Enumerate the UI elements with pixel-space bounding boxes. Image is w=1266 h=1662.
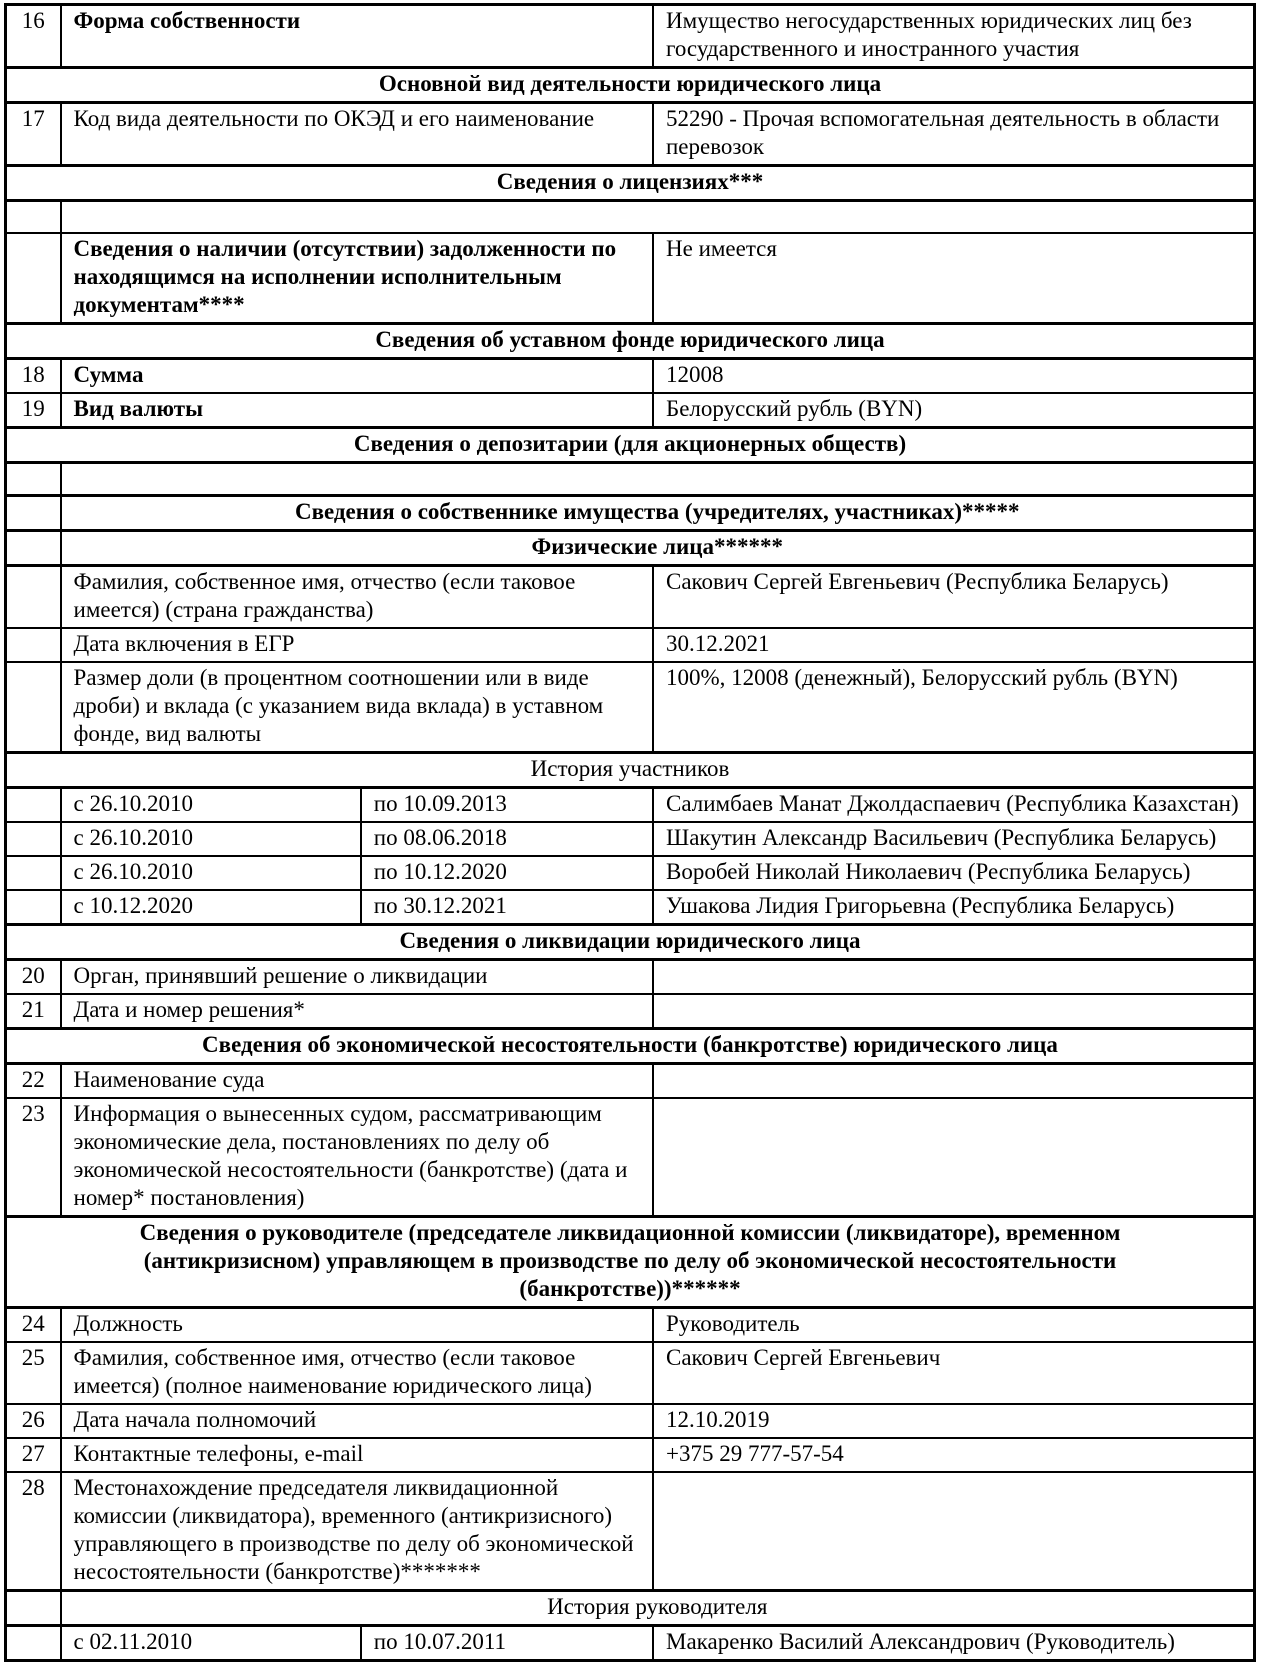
history-from-cell: с 26.10.2010 xyxy=(61,856,361,890)
row-number-cell: 17 xyxy=(6,103,61,166)
history-row xyxy=(6,856,1255,890)
section-header: Сведения о лицензиях*** xyxy=(6,166,1255,201)
section-header: Сведения о собственнике имущества (учредителях, участниках)***** xyxy=(61,496,1255,531)
section-header-row xyxy=(6,68,1255,103)
row-number-cell: 16 xyxy=(6,5,61,68)
value-cell: Ушакова Лидия Григорьевна (Республика Беларусь) xyxy=(653,890,1255,925)
row-number-cell: 24 xyxy=(6,1308,61,1343)
value-cell: Белорусский рубль (BYN) xyxy=(653,393,1255,428)
label-cell: Фамилия, собственное имя, отчество (если таковое имеется) (полное наименование юридического лица) xyxy=(61,1342,653,1404)
row-number-cell: 18 xyxy=(6,359,61,394)
row-number-cell xyxy=(6,890,61,925)
value-cell: Макаренко Василий Александрович (Руководитель) xyxy=(653,1626,1255,1661)
label-cell: Должность xyxy=(61,1308,653,1343)
table-row xyxy=(6,1308,1255,1343)
table-row xyxy=(6,960,1255,995)
value-cell: Шакутин Александр Васильевич (Республика Беларусь) xyxy=(653,822,1255,856)
value-cell xyxy=(653,1472,1255,1591)
row-number-cell xyxy=(6,822,61,856)
history-row xyxy=(6,822,1255,856)
label-cell: Вид валюты xyxy=(61,393,653,428)
value-cell: Воробей Николай Николаевич (Республика Беларусь) xyxy=(653,856,1255,890)
label-cell: Сумма xyxy=(61,359,653,394)
value-cell: Салимбаев Манат Джолдаспаевич (Республика Казахстан) xyxy=(653,788,1255,823)
row-number-cell: 28 xyxy=(6,1472,61,1591)
table-row xyxy=(6,5,1255,68)
table-row xyxy=(6,393,1255,428)
empty-cell xyxy=(61,201,1255,234)
label-cell: Дата и номер решения* xyxy=(61,994,653,1029)
table-row xyxy=(6,662,1255,753)
history-row xyxy=(6,788,1255,823)
history-to-cell: по 30.12.2021 xyxy=(361,890,653,925)
label-cell: Наименование суда xyxy=(61,1064,653,1099)
value-cell: Имущество негосударственных юридических лиц без государственного и иностранного участия xyxy=(653,5,1255,68)
value-cell xyxy=(653,1064,1255,1099)
table-row xyxy=(6,1472,1255,1591)
row-number-cell xyxy=(6,1591,61,1626)
row-number-cell xyxy=(6,628,61,662)
history-to-cell: по 10.09.2013 xyxy=(361,788,653,823)
history-to-cell: по 10.07.2011 xyxy=(361,1626,653,1661)
section-header-row xyxy=(6,1217,1255,1308)
label-cell: Орган, принявший решение о ликвидации xyxy=(61,960,653,995)
section-header: История участников xyxy=(6,753,1255,788)
table-row xyxy=(6,233,1255,324)
value-cell xyxy=(653,994,1255,1029)
section-header-row xyxy=(6,166,1255,201)
section-header: Основной вид деятельности юридического лица xyxy=(6,68,1255,103)
section-header-row xyxy=(6,531,1255,566)
section-header: Сведения об экономической несостоятельности (банкротстве) юридического лица xyxy=(6,1029,1255,1064)
label-cell: Фамилия, собственное имя, отчество (если таковое имеется) (страна гражданства) xyxy=(61,566,653,629)
value-cell: 30.12.2021 xyxy=(653,628,1255,662)
value-cell: Не имеется xyxy=(653,233,1255,324)
label-cell: Информация о вынесенных судом, рассматривающим экономические дела, постановлениях по делу об экономической несостоятельности (банкротстве) (дата и номер* постановления) xyxy=(61,1098,653,1217)
table-row xyxy=(6,1064,1255,1099)
section-header-row xyxy=(6,925,1255,960)
history-to-cell: по 08.06.2018 xyxy=(361,822,653,856)
history-from-cell: с 10.12.2020 xyxy=(61,890,361,925)
table-row xyxy=(6,1438,1255,1472)
table-row xyxy=(6,1342,1255,1404)
label-cell: Местонахождение председателя ликвидационной комиссии (ликвидатора), временного (антикризисного) управляющего в производстве по делу об экономической несостоятельности (банкротстве)******* xyxy=(61,1472,653,1591)
value-cell: Руководитель xyxy=(653,1308,1255,1343)
history-row xyxy=(6,1626,1255,1661)
row-number-cell: 26 xyxy=(6,1404,61,1438)
row-number-cell: 23 xyxy=(6,1098,61,1217)
label-cell: Дата начала полномочий xyxy=(61,1404,653,1438)
label-cell: Контактные телефоны, e-mail xyxy=(61,1438,653,1472)
row-number-cell xyxy=(6,496,61,531)
section-header-row xyxy=(6,428,1255,463)
table-row xyxy=(6,103,1255,166)
section-header: Сведения о ликвидации юридического лица xyxy=(6,925,1255,960)
value-cell: 52290 - Прочая вспомогательная деятельность в области перевозок xyxy=(653,103,1255,166)
table-row xyxy=(6,1404,1255,1438)
history-row xyxy=(6,890,1255,925)
row-number-cell xyxy=(6,856,61,890)
row-number-cell xyxy=(6,662,61,753)
section-header: Сведения о руководителе (председателе ликвидационной комиссии (ликвидаторе), временном (антикризисном) управляющем в производстве по делу об экономической несостоятельности (банкротстве))****** xyxy=(6,1217,1255,1308)
row-number-cell: 20 xyxy=(6,960,61,995)
section-header: Сведения об уставном фонде юридического лица xyxy=(6,324,1255,359)
section-header-row xyxy=(6,1591,1255,1626)
value-cell xyxy=(653,960,1255,995)
table-row xyxy=(6,994,1255,1029)
section-header: Физические лица****** xyxy=(61,531,1255,566)
row-number-cell xyxy=(6,788,61,823)
value-cell: +375 29 777-57-54 xyxy=(653,1438,1255,1472)
section-header-row xyxy=(6,324,1255,359)
row-number-cell xyxy=(6,233,61,324)
label-cell: Размер доли (в процентном соотношении или в виде дроби) и вклада (с указанием вида вклада) в уставном фонде, вид валюты xyxy=(61,662,653,753)
label-cell: Сведения о наличии (отсутствии) задолженности по находящимся на исполнении исполнительным документам**** xyxy=(61,233,653,324)
row-number-cell xyxy=(6,463,61,496)
section-header-row xyxy=(6,496,1255,531)
table-row xyxy=(6,566,1255,629)
row-number-cell: 27 xyxy=(6,1438,61,1472)
value-cell: Сакович Сергей Евгеньевич (Республика Беларусь) xyxy=(653,566,1255,629)
table-row xyxy=(6,1098,1255,1217)
history-to-cell: по 10.12.2020 xyxy=(361,856,653,890)
label-cell: Код вида деятельности по ОКЭД и его наименование xyxy=(61,103,653,166)
history-from-cell: с 26.10.2010 xyxy=(61,788,361,823)
value-cell: 100%, 12008 (денежный), Белорусский рубль (BYN) xyxy=(653,662,1255,753)
row-number-cell: 25 xyxy=(6,1342,61,1404)
section-header-row xyxy=(6,753,1255,788)
value-cell xyxy=(653,1098,1255,1217)
row-number-cell: 19 xyxy=(6,393,61,428)
section-header: Сведения о депозитарии (для акционерных обществ) xyxy=(6,428,1255,463)
label-cell: Дата включения в ЕГР xyxy=(61,628,653,662)
registry-table xyxy=(4,3,1256,1662)
row-number-cell xyxy=(6,531,61,566)
table-row xyxy=(6,628,1255,662)
section-header-row xyxy=(6,1029,1255,1064)
row-number-cell: 22 xyxy=(6,1064,61,1099)
table-row xyxy=(6,359,1255,394)
empty-cell xyxy=(61,463,1255,496)
row-number-cell xyxy=(6,1626,61,1661)
row-number-cell: 21 xyxy=(6,994,61,1029)
history-from-cell: с 02.11.2010 xyxy=(61,1626,361,1661)
empty-row xyxy=(6,463,1255,496)
registry-table-body xyxy=(6,5,1255,1661)
history-from-cell: с 26.10.2010 xyxy=(61,822,361,856)
row-number-cell xyxy=(6,201,61,234)
value-cell: 12.10.2019 xyxy=(653,1404,1255,1438)
row-number-cell xyxy=(6,566,61,629)
value-cell: 12008 xyxy=(653,359,1255,394)
section-header: История руководителя xyxy=(61,1591,1255,1626)
value-cell: Сакович Сергей Евгеньевич xyxy=(653,1342,1255,1404)
empty-row xyxy=(6,201,1255,234)
label-cell: Форма собственности xyxy=(61,5,653,68)
